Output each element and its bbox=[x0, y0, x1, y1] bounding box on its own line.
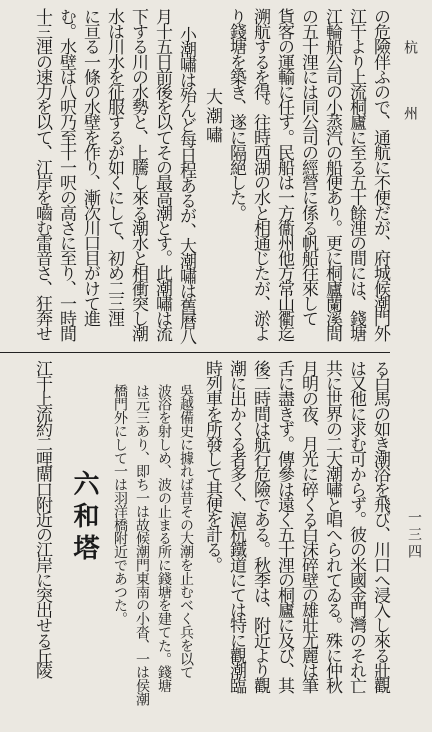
text-column: の危險伴ふので、通航に不便だが、府城候潮門外 bbox=[370, 8, 390, 341]
text-column: の五十浬には同公司の經營に係る帆船往來して bbox=[298, 8, 318, 326]
note-column: 吳越備史に據れば昔その大潮を止むべく兵を以て bbox=[178, 384, 194, 679]
note-column: 波浴を射しめ、波の止まる所に錢塘を建てた。錢塘 bbox=[156, 384, 172, 693]
note-column: は元三あり、即ち一は故候潮門東南の小沓、一は侯潮 bbox=[134, 384, 150, 706]
text-column: 十三浬の速力を以て、江岸を嚙む雷音さ、狂奔せ bbox=[32, 8, 52, 341]
text-column: 月十五日前後を以てその最高潮とす。此潮嘯は流 bbox=[152, 8, 172, 341]
text-column: む。水壁は八呎乃至十一呎の高さに至り、一時間 bbox=[56, 8, 76, 341]
text-column: 共に世界の二大潮嘯と唱へられてゐる。殊に仲秋 bbox=[322, 360, 342, 693]
text-column: 下する川の水勢と、上騰し來る潮水と相衝突し潮 bbox=[128, 8, 148, 341]
text-column: 貨客の運輸に任す。民船は一方衞州他方常山衢迄 bbox=[274, 8, 294, 341]
text-column: り錢塘を築き、遂に隔絕した。 bbox=[226, 8, 246, 220]
page-number: 一三四 bbox=[406, 510, 422, 561]
text-column: 江干より上流桐廬に至る五十餘浬の間には、錢塘 bbox=[346, 8, 366, 341]
text-column: 水は川水を征服するが如くにして、初め二三浬 bbox=[104, 8, 124, 326]
text-column: 潮に出かくる者多く、滬杭鐵道にては特に觀潮臨 bbox=[226, 360, 246, 693]
section-heading-rokuwato: 六和塔 bbox=[69, 470, 99, 566]
note-column: 橋門外にして一は羽洋橋附近であつた。 bbox=[112, 384, 128, 626]
section-heading-daichoshou: 大潮嘯 bbox=[202, 88, 222, 145]
running-title: 杭 州 bbox=[402, 40, 418, 128]
text-column: 舌に盡きず。傳參は遠く五十浬の桐廬に及び、其 bbox=[274, 360, 294, 693]
text-column: は又他に求む可からず。彼の米國金門灣のそれ亡 bbox=[346, 360, 366, 693]
text-column: 溯航するを得。往時西湖の水と相通じたが、淤よ bbox=[250, 8, 270, 341]
text-column: 江輪船公司の小蒸汽の船便あり。更に桐廬蘭溪間 bbox=[322, 8, 342, 341]
text-column: 時列車を所發して其便を計る。 bbox=[202, 360, 222, 572]
text-column: 江干上流約二哩閘口附近の江岸に突出せる丘陵 bbox=[32, 360, 52, 678]
text-column: る白馬の如き潮浴を飛び、川口へ浸入し來る壯觀 bbox=[370, 360, 390, 693]
text-column: 後二時間は航行危險である。秋季は、附近より觀 bbox=[250, 360, 270, 693]
text-column: 小潮嘯は殆んど每日程あるが、大潮嘯は舊曆八 bbox=[176, 26, 196, 344]
text-column: に亘る一條の水壁を作り、漸次川口目がけて進 bbox=[80, 8, 100, 326]
text-column: 月明の夜、月光に碎くる白沫碎壁の雄壯尤麗は筆 bbox=[298, 360, 318, 693]
section-divider bbox=[0, 352, 390, 353]
